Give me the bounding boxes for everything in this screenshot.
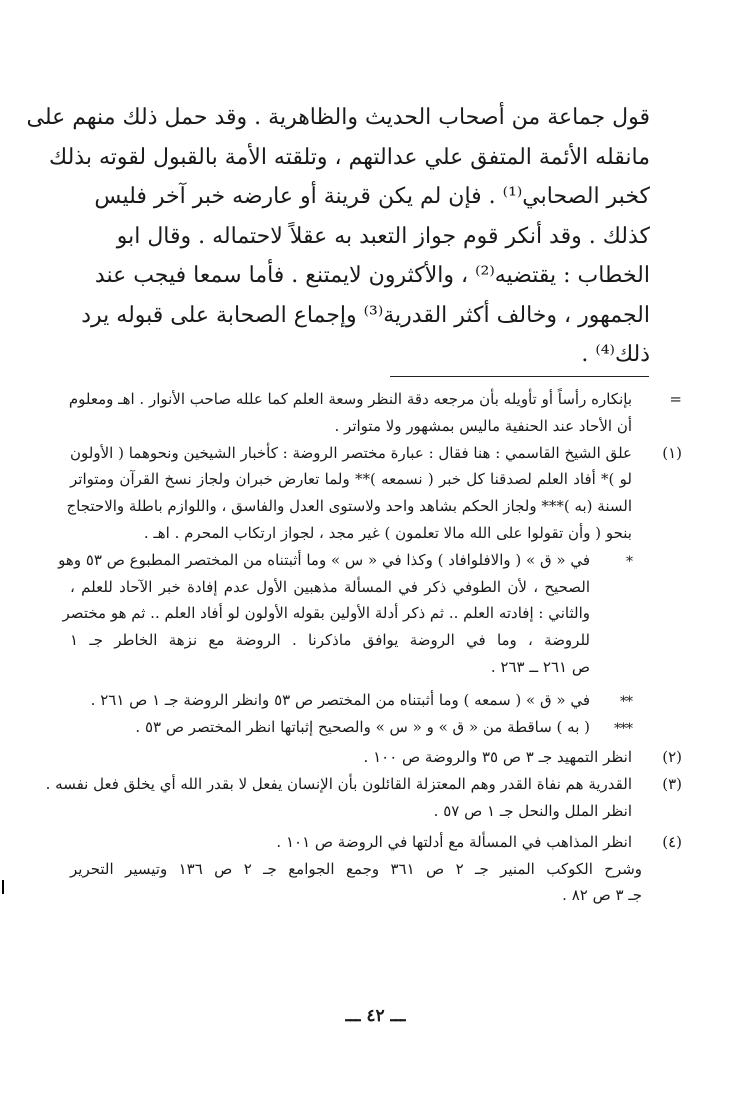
subnote-line: الصحيح ، لأن الطوفي ذكر في المسألة مذهبين الأول عدم إفادة خبر الآحاد للعلم ،	[70, 577, 590, 596]
footnote-line: جـ ٣ ص ٨٢ .	[562, 886, 642, 905]
margin-tick	[2, 880, 4, 894]
page-number: ـــ ٤٢ ـــ	[345, 1006, 406, 1026]
footnote-4	[70, 829, 682, 856]
footnote-line: القدرية هم نفاة القدر وهم المعتزلة القائلون بأن الإنسان يفعل لا بقدر الله أي يخلق فعل نفسه .	[45, 775, 632, 794]
footnote-line: انظر الملل والنحل جـ ١ ص ٥٧ .	[433, 801, 632, 820]
footnote-line: وشرح الكوكب المنير جـ ٢ ص ٣٦١ وجمع الجوامع جـ ٢ ص ١٣٦ وتيسير التحرير	[70, 859, 643, 878]
footnote-line: أن الأحاد عند الحنفية ماليس بمشهور ولا متواتر .	[334, 416, 632, 435]
footnote-number: (٤)	[662, 832, 682, 851]
footnote-number: (٣)	[662, 775, 682, 794]
asterisk-mark: **	[620, 693, 632, 710]
footnote-line: انظر التمهيد جـ ٣ ص ٣٥ والروضة ص ١٠٠ .	[363, 748, 632, 767]
footnote-number: (١)	[662, 443, 682, 462]
body-line: كذلك . وقد أنكر قوم جواز التعبد به عقلاً لاحتماله . وقال ابو	[116, 223, 650, 249]
subnote-line: ( به ) ساقطة من « ق » و « س » والصحيح إثباتها انظر المختصر ص ٥٣ .	[135, 717, 590, 736]
body-line: قول جماعة من أصحاب الحديث والظاهرية . وقد حمل ذلك منهم على	[26, 105, 650, 130]
continuation-mark: =	[669, 390, 682, 408]
footnotes-section	[45, 386, 682, 909]
subnote-line: للروضة ، وما في الروضة يوافق ماذكرنا . الروضة مع نزهة الخاطر جـ ١	[70, 631, 590, 650]
body-line: ذلك⁽⁴⁾ .	[581, 342, 650, 367]
footnote-line: بنحو ( وأن تقولوا على الله مالا تعلمون ) غير مجد ، لجواز ارتكاب المحرم . اهـ .	[143, 523, 632, 542]
footnote-1	[66, 440, 682, 547]
footnote-line: بإنكاره رأساً أو تأويله بأن مرجعه دقة النظر وسعة العلم كما علله صاحب الأنوار . اهـ ومعلوم	[68, 390, 632, 408]
footnote-continuation	[70, 386, 682, 440]
footnote-line: انظر المذاهب في المسألة مع أدلتها في الروضة ص ١٠١ .	[276, 832, 632, 851]
body-line: الخطاب : يقتضيه⁽²⁾ ، والأكثرون لايمتنع . فأما سمعا فيجب عند	[94, 263, 650, 288]
subnote-line: ص ٢٦١ ــ ٢٦٣ .	[490, 657, 590, 676]
footnote-2	[70, 744, 682, 771]
subnote-line: في « ق » ( سمعه ) وما أثبتناه من المختصر ص ٥٣ وانظر الروضة جـ ١ ص ٢٦١ .	[90, 690, 590, 709]
footnote-separator	[390, 376, 649, 377]
subnote-1	[58, 547, 632, 681]
asterisk-mark: *	[626, 553, 632, 570]
footnote-line: السنة (به )*** ولجاز الحكم بشاهد واحد ولاستوى العدل والفاسق ، واللوازم باطلة والاحتجاج	[66, 497, 632, 516]
body-line: الجمهور ، وخالف أكثر القدرية⁽³⁾ وإجماع الصحابة على قبوله يرد	[81, 302, 650, 328]
footnote-4-continuation	[70, 856, 682, 910]
subnote-line: والثاني : إفادته العلم .. ثم ذكر أدلة الأولين بقوله الأولون لو أفاد العلم .. ثم هو مختصر	[62, 604, 590, 623]
footnote-line: علق الشيخ القاسمي : هنا فقال : عبارة مختصر الروضة : كأخبار الشيخين ونحوهما ( الأولون	[70, 443, 632, 462]
footnote-number: (٢)	[662, 748, 682, 767]
main-body-text	[26, 98, 650, 375]
asterisk-mark: ***	[614, 720, 632, 737]
subnote-2	[70, 687, 632, 714]
body-line: مانقله الأئمة المتفق علي عدالتهم ، وتلقته الأمة بالقبول لقوته بذلك	[49, 144, 650, 170]
subnote-line: في « ق » ( والافلوافاد ) وكذا في « س » وما أثبتناه من المختصر المطبوع ص ٥٣ وهو	[58, 550, 590, 569]
footnote-3	[45, 771, 682, 825]
footnote-line: لو )* أفاد العلم لصدقنا كل خبر ( نسمعه )** ولما تعارض خبران ولجاز نسخ القرآن ومتواتر	[70, 470, 632, 489]
subnote-3	[70, 714, 632, 741]
body-line: كخبر الصحابي⁽¹⁾ . فإن لم يكن قرينة أو عارضه خبر آخر فليس	[94, 184, 650, 209]
